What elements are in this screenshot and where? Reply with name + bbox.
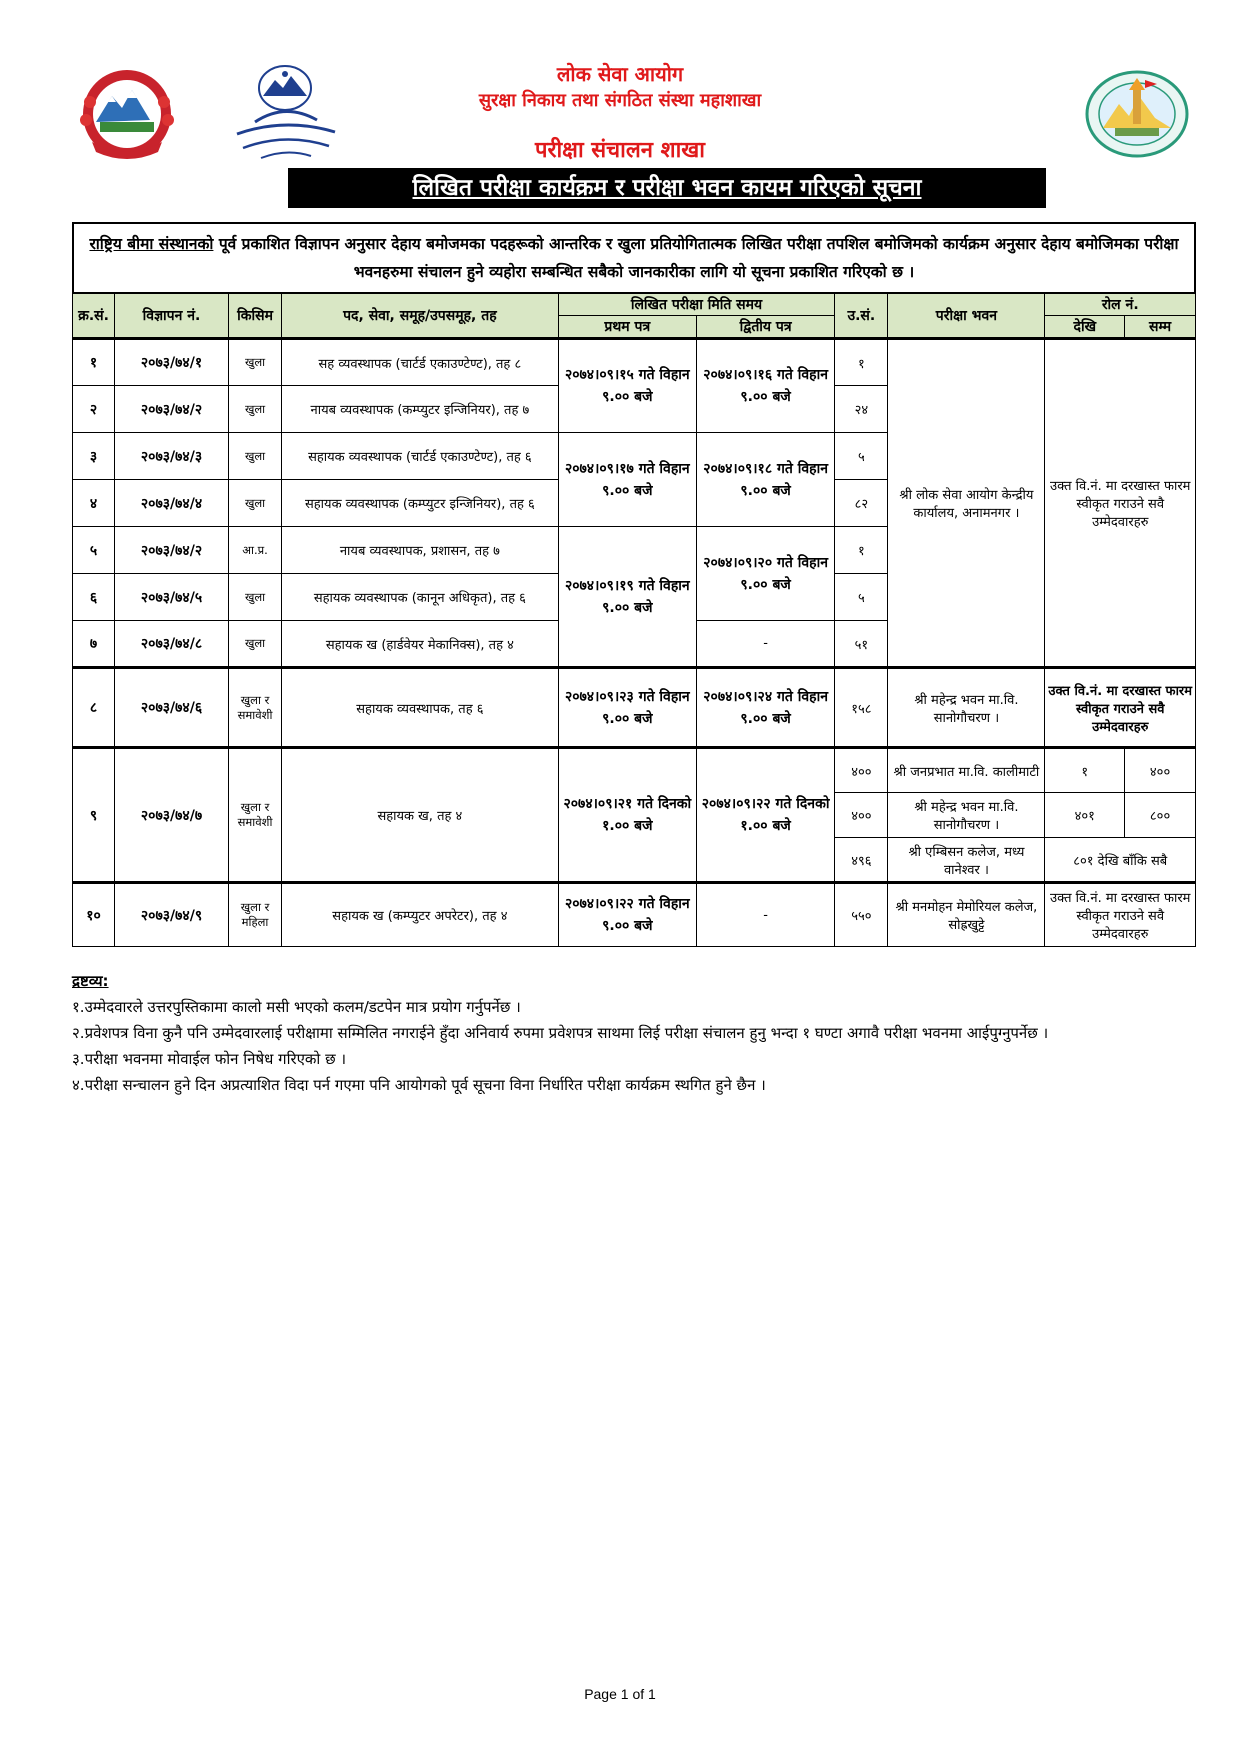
first-paper-date: २०७४।०९।१५ गते विहान ९.०० बजे [558,339,696,433]
row-post: सहायक व्यवस्थापक, तह ६ [282,668,559,748]
row-candidates: २४ [835,386,888,433]
exam-centre: श्री एम्बिसन कलेज, मध्य वानेश्वर । [888,838,1045,883]
row-sn: ८ [73,668,115,748]
note-item: ४.परीक्षा सन्चालन हुने दिन अप्रत्याशित विदा पर्न गएमा पनि आयोगको पूर्व सूचना विना निर्धारित परीक्षा कार्यक्रम स्थगित हुने छैन । [72,1076,766,1094]
exam-centre: श्री मनमोहन मेमोरियल कलेज, सोह्रखुट्टे [888,883,1045,947]
roll-all-candidates: उक्त वि.नं. मा दरखास्त फारम स्वीकृत गराउने सवै उम्मेदवारहरु [1045,339,1196,668]
row-post: सहायक व्यवस्थापक (कम्प्युटर इन्जिनियर), तह ६ [282,480,559,527]
row-post: सहायक व्यवस्थापक (कानून अधिकृत), तह ६ [282,574,559,621]
row-ad-no: २०७३/७४/६ [115,668,229,748]
row-sn: ९ [73,748,115,883]
second-paper-date: २०७४।०९।२४ गते विहान ९.०० बजे [696,668,834,748]
organization-name: लोक सेवा आयोग [556,62,684,86]
row-ad-no: २०७३/७४/४ [115,480,229,527]
row-sn: १० [73,883,115,947]
note-item: ३.परीक्षा भवनमा मोवाईल फोन निषेध गरिएको छ । [72,1050,347,1068]
row-sn: ४ [73,480,115,527]
roll-to: ८०० [1125,793,1196,838]
centre-candidates: ४०० [835,748,888,793]
row-post: सहायक ख (हार्डवेयर मेकानिक्स), तह ४ [282,621,559,668]
first-paper-date: २०७४।०९।१९ गते विहान ९.०० बजे [558,527,696,668]
intro-underlined-text: राष्ट्रिय बीमा संस्थानको [89,235,214,253]
division-name: सुरक्षा निकाय तथा संगठित संस्था महाशाखा [478,90,762,111]
second-paper-date: - [696,621,834,668]
row-sn: १ [73,339,115,386]
row-ad-no: २०७३/७४/२ [115,386,229,433]
note-item: २.प्रवेशपत्र विना कुनै पनि उम्मेदवारलाई परीक्षामा सम्मिलित नगराईने हुँदा अनिवार्य रुपमा प्रवेशपत्र साथमा लिई परीक्षा संचालन हुनु भन्दा १ घण्टा अगावै परीक्षा भवनमा आईपुग्नुपर्नेछ । [72,1024,1049,1042]
row-type: खुला [228,621,281,668]
row-ad-no: २०७३/७४/१ [115,339,229,386]
row-ad-no: २०७३/७४/७ [115,748,229,883]
row-type: खुला [228,339,281,386]
table-row [73,668,1196,748]
row-candidates: ५ [835,433,888,480]
row-sn: ६ [73,574,115,621]
header-exam-datetime: लिखित परीक्षा मिति समय [558,294,835,316]
row-type: खुला [228,386,281,433]
row-candidates: १ [835,339,888,386]
header-second-paper: द्वितीय पत्र [696,316,834,339]
branch-name: परीक्षा संचालन शाखा [534,138,705,163]
table-row [73,883,1196,947]
exam-schedule-table [72,293,1196,947]
page-number: Page 1 of 1 [584,1686,656,1702]
row-ad-no: २०७३/७४/५ [115,574,229,621]
header-first-paper: प्रथम पत्र [558,316,696,339]
roll-remaining: ८०१ देखि बाँकि सबै [1045,838,1196,883]
intro-text: पूर्व प्रकाशित विज्ञापन अनुसार देहाय बमोजमका पदहरूको आन्तरिक र खुला प्रतियोगितात्मक लिखित परीक्षा तपशिल बमोजिमको कार्यक्रम अनुसार देहाय बमोजिमका परीक्षा भवनहरुमा संचालन हुने व्यहोरा सम्बन्धित सबैको जानकारीका लागि यो सूचना प्रकाशित गरिएको छ । [213,235,1179,281]
roll-to: ४०० [1125,748,1196,793]
header-sn: क्र.सं. [73,294,115,339]
row-sn: ५ [73,527,115,574]
roll-all-candidates: उक्त वि.नं. मा दरखास्त फारम स्वीकृत गराउने सवै उम्मेदवारहरु [1045,668,1196,748]
header-roll: रोल नं. [1045,294,1196,316]
first-paper-date: २०७४।०९।१७ गते विहान ९.०० बजे [558,433,696,527]
first-paper-date: २०७४।०९।२३ गते विहान ९.०० बजे [558,668,696,748]
header-roll-from: देखि [1045,316,1125,339]
notice-title: लिखित परीक्षा कार्यक्रम र परीक्षा भवन कायम गरिएको सूचना [288,168,1046,208]
roll-from: ४०१ [1045,793,1125,838]
exam-centre: श्री जनप्रभात मा.वि. कालीमाटी [888,748,1045,793]
notes-section [72,968,1202,1098]
notes-title: द्रष्टव्य: [72,972,109,990]
table-row [73,748,1196,793]
row-type: आ.प्र. [228,527,281,574]
header-candidates: उ.सं. [835,294,888,339]
centre-candidates: ४९६ [835,838,888,883]
row-ad-no: २०७३/७४/२ [115,527,229,574]
second-paper-date: २०७४।०९।२२ गते दिनको १.०० बजे [696,748,834,883]
header-post: पद, सेवा, समूह/उपसमूह, तह [282,294,559,339]
row-ad-no: २०७३/७४/३ [115,433,229,480]
row-sn: ७ [73,621,115,668]
row-candidates: ५ [835,574,888,621]
row-type: खुला र महिला [228,883,281,947]
second-paper-date: २०७४।०९।१६ गते विहान ९.०० बजे [696,339,834,433]
table-row [73,339,1196,386]
row-candidates: ८२ [835,480,888,527]
row-type: खुला [228,433,281,480]
row-post: सह व्यवस्थापक (चार्टर्ड एकाउण्टेण्ट), तह ८ [282,339,559,386]
row-post: सहायक व्यवस्थापक (चार्टर्ड एकाउण्टेण्ट), तह ६ [282,433,559,480]
exam-centre: श्री लोक सेवा आयोग केन्द्रीय कार्यालय, अनामनगर । [888,339,1045,668]
row-post: सहायक ख, तह ४ [282,748,559,883]
row-post: नायब व्यवस्थापक, प्रशासन, तह ७ [282,527,559,574]
row-sn: ३ [73,433,115,480]
header-type: किसिम [228,294,281,339]
header-centre: परीक्षा भवन [888,294,1045,339]
second-paper-date: - [696,883,834,947]
first-paper-date: २०७४।०९।२२ गते विहान ९.०० बजे [558,883,696,947]
exam-centre: श्री महेन्द्र भवन मा.वि. सानोगौचरण । [888,793,1045,838]
row-candidates: १ [835,527,888,574]
row-type: खुला र समावेशी [228,668,281,748]
row-ad-no: २०७३/७४/८ [115,621,229,668]
row-sn: २ [73,386,115,433]
row-candidates: १५८ [835,668,888,748]
row-type: खुला [228,480,281,527]
roll-from: १ [1045,748,1125,793]
row-candidates: ५५० [835,883,888,947]
note-item: १.उम्मेदवारले उत्तरपुस्तिकामा कालो मसी भएको कलम/डटपेन मात्र प्रयोग गर्नुपर्नेछ । [72,998,521,1016]
exam-centre: श्री महेन्द्र भवन मा.वि. सानोगौचरण । [888,668,1045,748]
row-type: खुला र समावेशी [228,748,281,883]
intro-paragraph [72,222,1196,294]
row-post: नायब व्यवस्थापक (कम्प्युटर इन्जिनियर), तह ७ [282,386,559,433]
first-paper-date: २०७४।०९।२१ गते दिनको १.०० बजे [558,748,696,883]
second-paper-date: २०७४।०९।१८ गते विहान ९.०० बजे [696,433,834,527]
row-ad-no: २०७३/७४/९ [115,883,229,947]
second-paper-date: २०७४।०९।२० गते विहान ९.०० बजे [696,527,834,621]
row-candidates: ५१ [835,621,888,668]
row-type: खुला [228,574,281,621]
roll-all-candidates: उक्त वि.नं. मा दरखास्त फारम स्वीकृत गराउने सवै उम्मेदवारहरु [1045,883,1196,947]
header-ad-no: विज्ञापन नं. [115,294,229,339]
centre-candidates: ४०० [835,793,888,838]
header-roll-to: सम्म [1125,316,1196,339]
row-post: सहायक ख (कम्प्युटर अपरेटर), तह ४ [282,883,559,947]
